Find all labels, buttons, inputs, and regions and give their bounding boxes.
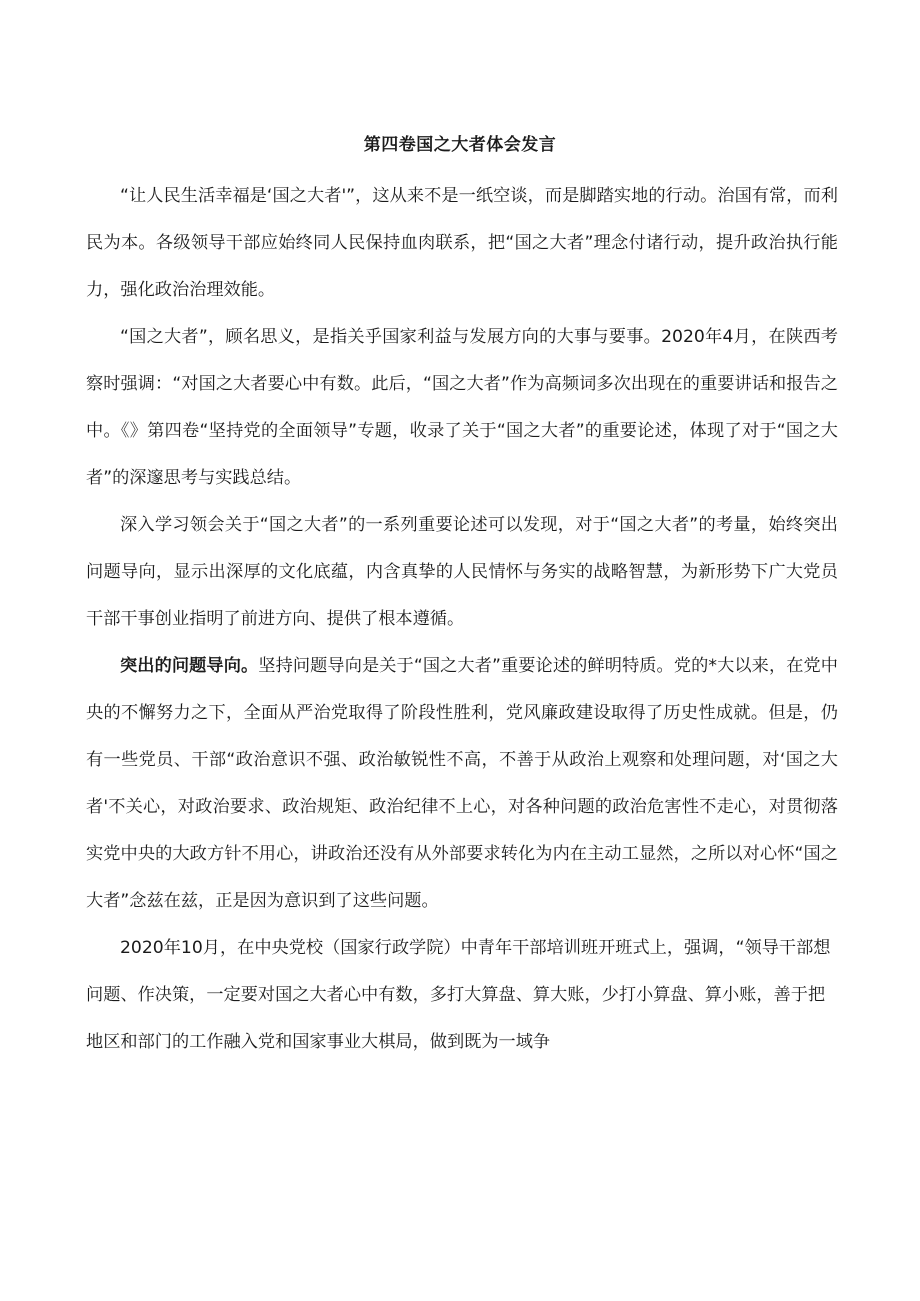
paragraph-3-text: 深入学习领会关于“国之大者”的一系列重要论述可以发现，对于“国之大者”的考量，始终突出问题导向，显示出深厚的文化底蕴，内含真挚的人民情怀与务实的战略智慧，为新形势下广大党员干部干事创业指明了前进方向、提供了根本遵循。: [86, 515, 838, 629]
paragraph-1: [86, 173, 838, 314]
paragraph-2: [86, 314, 838, 502]
paragraph-4-text: 坚持问题导向是关于“国之大者”重要论述的鲜明特质。党的*大以来，在党中央的不懈努力之下，全面从严治党取得了阶段性胜利，党风廉政建设取得了历史性成就。但是，仍有一些党员、干部“政治意识不强、政治敏锐性不高，不善于从政治上观察和处理问题，对‘国之大者'不关心，对政治要求、政治规矩、政治纪律不上心，对各种问题的政治危害性不走心，对贯彻落实党中央的大政方针不用心，讲政治还没有从外部要求转化为内在主动工显然，之所以对心怀“国之大者”念兹在兹，正是因为意识到了这些问题。: [86, 656, 838, 911]
paragraph-2-text: “国之大者”，顾名思义，是指关乎国家利益与发展方向的大事与要事。2020年4月，在陕西考察时强调：“对国之大者要心中有数。此后，“国之大者”作为高频词多次出现在的重要讲话和报告之中。《》第四卷“坚持党的全面领导”专题，收录了关于“国之大者”的重要论述，体现了对于“国之大者”的深邃思考与实践总结。: [86, 327, 838, 488]
paragraph-1-text: “让人民生活幸福是‘国之大者'”，这从来不是一纸空谈，而是脚踏实地的行动。治国有常，而利民为本。各级领导干部应始终同人民保持血肉联系，把“国之大者”理念付诸行动，提升政治执行能力，强化政治治理效能。: [86, 186, 838, 300]
document-body: [86, 173, 838, 1066]
paragraph-4: [86, 643, 838, 925]
document-title: 第四卷国之大者体会发言: [363, 135, 557, 155]
paragraph-3: [86, 502, 838, 643]
paragraph-5: [86, 925, 838, 1066]
paragraph-4-lead: 突出的问题导向。: [120, 656, 259, 676]
paragraph-5-text: 2020年10月，在中央党校（国家行政学院）中青年干部培训班开班式上，强调，“领导干部想问题、作决策，一定要对国之大者心中有数，多打大算盘、算大账，少打小算盘、算小账，善于把地区和部门的工作融入党和国家事业大棋局，做到既为一域争: [86, 938, 831, 1052]
